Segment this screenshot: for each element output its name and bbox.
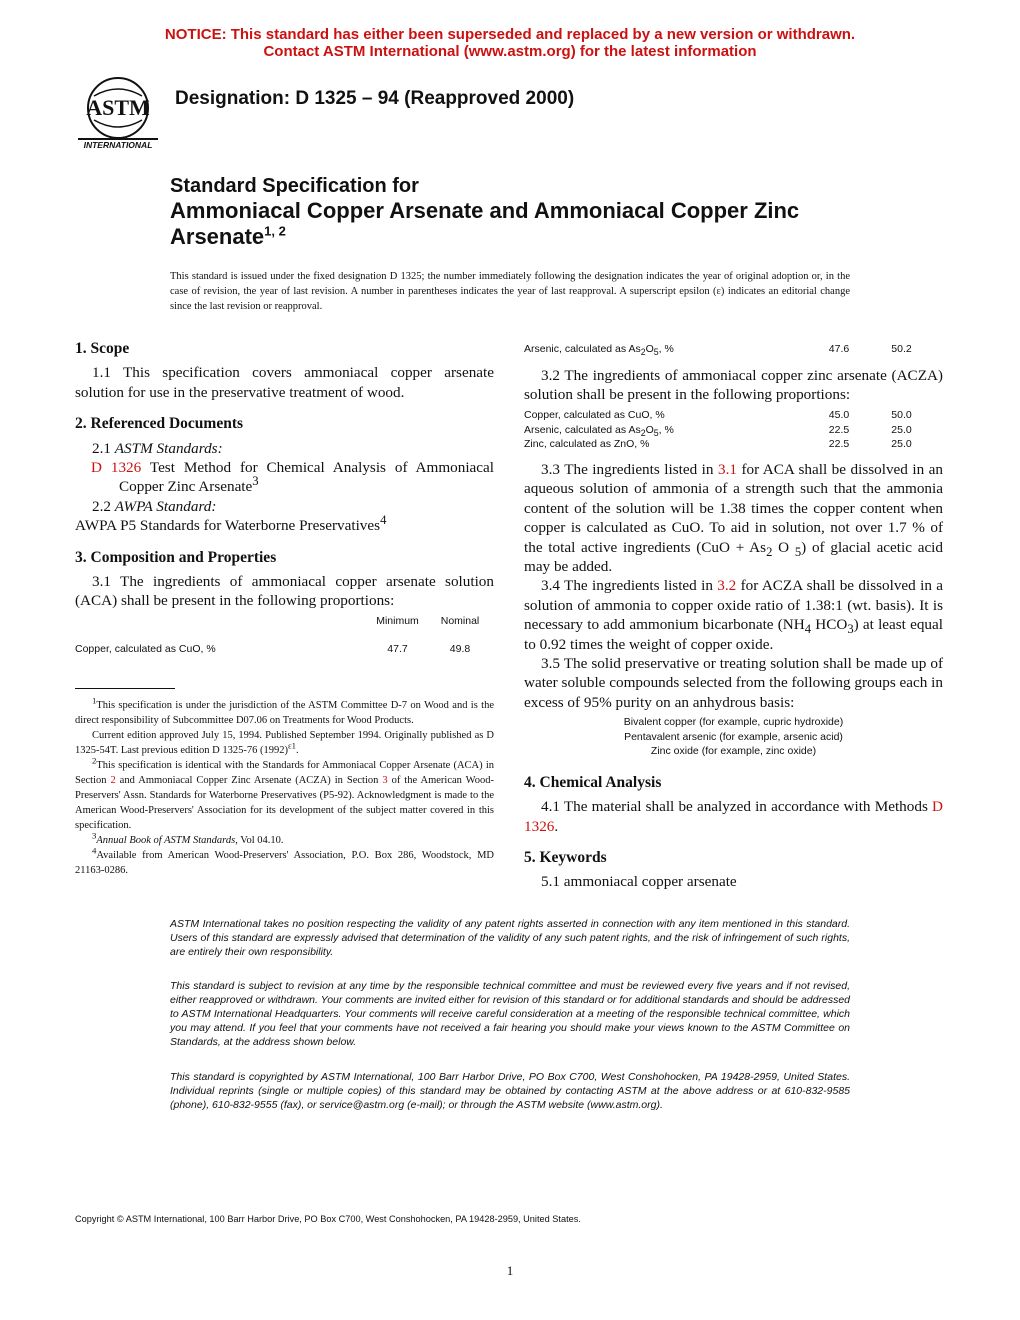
footnote-3-text: , Vol 04.10. [235,835,284,846]
footnote-1-marker: 1 [92,695,97,706]
designation: Designation: D 1325 – 94 (Reapproved 2000) [175,88,575,109]
left-column [75,339,494,611]
sub-2: 5 [653,427,659,438]
footnote-2-text-b: and Ammoniacal Copper Zinc Arsenate (ACZA) in Section [115,775,383,786]
section-4-1 [524,797,943,836]
d1326-link[interactable]: D 1326 [91,459,142,477]
notice-line-1: NOTICE: This standard has either been superseded and replaced by a new version or withdrawn. [164,26,856,43]
footnote-2-marker: 2 [92,755,97,766]
footnote-2-text-c: of the American Wood-Preservers' Assn. Standards for Waterborne Preservatives (P5-92). Acknowledgment is made to the American Wood-Preservers' Association for its development of the subject matter covered in this specification. [75,775,494,831]
p33-c: O [772,538,795,556]
p33-b: for ACA shall be dissolved in an aqueous solution of ammonia of a strength such that the ammonia content of the solution will be 1.38 times the copper content when copper is calculated as CuO. To aid in solution, not over 1.7 % of the total active ingredients (CuO + As [524,461,944,556]
list-item: Zinc oxide (for example, zinc oxide) [650,745,817,758]
footnote-4-text: Available from American Wood-Preservers' Association, P.O. Box 286, Woodstock, MD 21163-0286. [75,850,494,876]
title-line-1: Standard Specification for [170,175,419,197]
footnote-1-text: This specification is under the jurisdiction of the ASTM Committee D-7 on Wood and is the direct responsibility of Subcommittee D07.06 on Treatments for Wood Products. [75,700,494,726]
title-line-2: Ammoniacal Copper Arsenate and Ammoniacal Copper Zinc [170,198,800,223]
footnote-1b-epsilon: ε1 [287,740,297,751]
section-3-3 [524,460,943,576]
logo-text: ASTM [86,95,150,120]
section-2-heading: 2. Referenced Documents [75,415,244,433]
section-4-heading: 4. Chemical Analysis [524,773,662,791]
d1326-title: Test Method for Chemical Analysis of Ammoniacal Copper Zinc Arsenate [119,459,494,496]
footnote-2-text-a: This specification is identical with the Standards for Ammoniacal Copper Arsenate (ACA) in Section [75,760,494,786]
section-3-heading: 3. Composition and Properties [75,548,277,566]
section-5-1: 5.1 ammoniacal copper arsenate [541,873,737,891]
row-label: Copper, calculated as CuO, % [75,643,216,655]
row-minimum: 22.5 [828,423,850,436]
footnote-divider [75,688,175,689]
table-row [524,342,934,357]
footnote-3-marker: 3 [92,830,97,841]
aca-proportions-table-cont [524,342,934,357]
label-post: , % [658,423,674,436]
intro-paragraph: This standard is issued under the fixed designation D 1325; the number immediately following the designation indicates the year of original adoption or, in the case of revision, the year of last revision. A number in parentheses indicates the year of last reapproval. A superscript epsilon (ε) indicates an editorial change since the last revision or reapproval. [170,271,850,312]
title-footnote-ref: 1, 2 [264,223,286,239]
footnote-2 [75,755,494,833]
awpa-standard-label: AWPA Standard: [114,497,217,515]
table-row [524,437,934,452]
table-row [524,408,934,423]
compound-groups [524,715,943,759]
row-minimum: 22.5 [828,438,850,450]
section-2-link[interactable]: 2 [110,775,116,786]
p41-b: . [554,817,559,835]
p33-a: 3.3 The ingredients listed in [541,461,718,478]
logo-subtext: INTERNATIONAL [83,140,153,150]
acza-proportions-table [524,408,934,452]
page-number: 1 [506,1263,514,1278]
section-3-1: 3.1 The ingredients of ammoniacal copper arsenate solution (ACA) shall be present in the following proportions: [75,573,494,610]
footnote-3-book: Annual Book of ASTM Standards [96,835,236,846]
title-line-3-text: Arsenate [170,224,265,249]
section-2-1-label: 2.1 [92,439,115,457]
section-3-2: 3.2 The ingredients of ammoniacal copper zinc arsenate (ACZA) solution shall be present in the following proportions: [524,367,943,404]
row-label [524,342,809,357]
section-3-2-link[interactable]: 3.2 [717,577,737,595]
footnote-4 [75,845,494,878]
p34-b: for ACZA shall be dissolved in a solution of ammonia to copper oxide ratio of 1.38:1 (wt. basis). It is necessary to add ammonium bicarbonate (NH [524,577,943,634]
footnote-1 [75,695,494,728]
footnote-4-marker: 4 [92,845,97,856]
sub-2: 5 [653,347,659,358]
copyright-line: Copyright © ASTM International, 100 Barr Harbor Drive, PO Box C700, West Conshohocken, PA 19428-2959, United States. [75,1214,581,1224]
footnotes [75,695,494,878]
label-mid: O [645,343,654,355]
list-item: Pentavalent arsenic (for example, arsenic acid) [624,730,843,743]
label-post: , % [658,343,674,355]
p34-sub-1: 4 [804,622,812,637]
section-5-heading: 5. Keywords [524,849,607,866]
section-3-1-link[interactable]: 3.1 [717,461,737,478]
footnote-3 [75,830,494,848]
section-3-5: 3.5 The solid preservative or treating solution shall be made up of water soluble compounds selected from the following groups each in excess of 95% purity on an anhydrous basis: [524,655,943,711]
sub-1: 2 [640,427,646,438]
footnote-ref-4: 4 [380,513,387,528]
row-minimum: 45.0 [828,409,850,421]
p34-sub-2: 3 [847,622,854,637]
footnote-1b-text: Current edition approved July 15, 1994. Published September 1994. Originally published as D 1325-54T. Last previous edition D 1325-76 (1992) [75,730,494,756]
section-2-2 [75,497,494,516]
sub-1: 2 [640,347,646,358]
notice-banner [0,26,1020,60]
title-line-3 [170,224,890,250]
section-1-heading: 1. Scope [75,340,130,357]
row-nominal: 49.8 [449,643,471,655]
row-nominal: 50.0 [891,409,912,421]
section-3-link[interactable]: 3 [382,775,388,786]
list-item: Bivalent copper (for example, cupric hydroxide) [623,716,844,729]
notice-line-2: Contact ASTM International (www.astm.org) for the latest information [263,43,757,60]
label-pre: Arsenic, calculated as As [524,423,641,436]
p34-c: HCO [811,616,848,634]
p41-a: 4.1 The material shall be analyzed in accordance with Methods [541,798,933,816]
row-nominal: 25.0 [891,423,912,436]
awpa-p5-title: AWPA P5 Standards for Waterborne Preservatives [75,517,381,535]
right-column-body [524,460,943,892]
astm-logo [74,74,162,150]
right-column [524,366,943,405]
label-mid: O [645,423,654,436]
revision-disclaimer: This standard is subject to revision at any time by the responsible technical committee and must be reviewed every five years and if not revised, either reapproved or withdrawn. Your comments are invited either for revision of this standard or for additional standards and should be addressed to ASTM International Headquarters. Your comments will receive careful consideration at a meeting of the responsible technical committee, which you may attend. If you feel that your comments have not received a fair hearing you should make your views known to the ASTM Committee on Standards, at the address shown below. [170,980,850,1048]
p33-sub-1: 2 [766,544,773,559]
document-title [170,174,890,250]
astm-logo-icon [74,74,162,150]
ref-d1326 [91,458,494,497]
table-row [75,642,485,657]
aca-proportions-table [75,614,485,657]
row-minimum: 47.6 [828,343,850,355]
col-header-nominal: Nominal [440,615,480,627]
section-3-4 [524,576,943,654]
ref-awpa-p5 [75,513,494,535]
astm-standards-label: ASTM Standards: [114,439,223,457]
section-1-1: 1.1 This specification covers ammoniacal copper arsenate solution for use in the preservative treatment of wood. [75,364,494,401]
p34-d: ) at least equal to 0.92 times the weight of copper oxide. [524,616,943,653]
table-row [524,423,934,438]
row-label: Copper, calculated as CuO, % [524,409,665,421]
d1326-methods-link[interactable]: D 1326 [524,798,943,835]
p33-sub-2: 5 [794,544,802,559]
footnote-1b: Current edition approved July 15, 1994. Published September 1994. Originally published as D 1325-54T. Last previous edition D 1325-76 $(1992)^{\varepsilon 1}$. [75,730,494,756]
label-pre: Arsenic, calculated as As [524,343,641,355]
p33-d: ) of glacial acetic acid may be added. [524,538,943,576]
section-2-1 [75,439,494,458]
row-minimum: 47.7 [387,643,408,655]
row-label [524,423,809,438]
row-nominal: 25.0 [891,438,912,450]
section-2-2-label: 2.2 [92,497,115,515]
row-label: Zinc, calculated as ZnO, % [524,438,650,450]
patent-disclaimer: ASTM International takes no position respecting the validity of any patent rights asserted in connection with any item mentioned in this standard. Users of this standard are expressly advised that determination of the validity of any such patent rights, and the risk of infringement of such rights, are entirely their own responsibility. [170,918,850,958]
copyright-disclaimer: This standard is copyrighted by ASTM International, 100 Barr Harbor Drive, PO Box C700, West Conshohocken, PA 19428-2959, United States. Individual reprints (single or multiple copies) of this standard may be obtained by contacting ASTM at the above address or at 610-832-9585 (phone), 610-832-9555 (fax), or service@astm.org (e-mail); or through the ASTM website (www.astm.org). [170,1071,850,1111]
footnote-ref-3: 3 [252,474,259,489]
p34-a: 3.4 The ingredients listed in [541,577,718,595]
col-header-minimum: Minimum [376,615,419,627]
row-nominal: 50.2 [891,343,912,355]
